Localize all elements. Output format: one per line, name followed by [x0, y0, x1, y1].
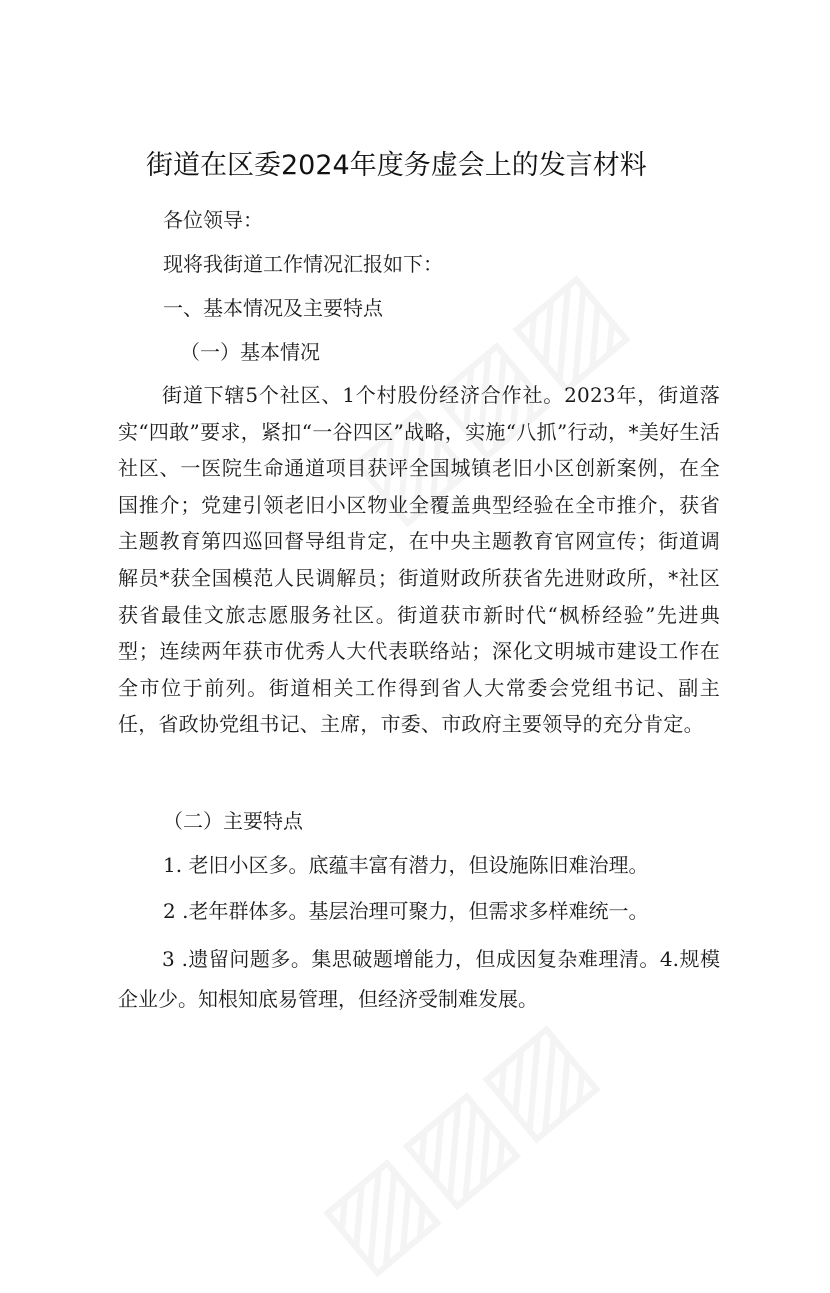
document-title: 街道在区委2024年度务虚会上的发言材料	[146, 150, 647, 181]
intro-paragraph: 现将我街道工作情况汇报如下：	[163, 252, 443, 276]
subsection-heading: （二）主要特点	[163, 809, 303, 833]
subsection-body: 街道下辖5个社区、1个村股份经济合作社。2023年，街道落实“四敢”要求，紧扣“一谷四区”战略，实施“八抓”行动，*美好生活社区、一医院生命通道项目获评全国城镇老旧小区创新案例，在全国推介；党建引领老旧小区物业全覆盖典型经验在全市推介，获省主题教育第四巡回督导组肯定，在中央主题教育官网宣传；街道调解员*获全国模范人民调解员；街道财政所获省先进财政所，*社区获省最佳文旅志愿服务社区。街道获市新时代“枫桥经验”先进典型；连续两年获市优秀人大代表联络站；深化文明城市建设工作在全市位于前列。街道相关工作得到省人大常委会党组书记、副主任，省政协党组书记、主席，市委、市政府主要领导的充分肯定。	[118, 383, 720, 737]
watermark	[295, 995, 616, 1293]
feature-item: 2 .老年群体多。基层治理可聚力，但需求多样难统一。	[163, 899, 649, 923]
feature-item: 3 .遗留问题多。集思破题增能力，但成因复杂难理清。4.规模企业少。知根知底易管理，但经济受制难发展。	[118, 947, 720, 1011]
subsection-heading: （一）基本情况	[180, 340, 320, 364]
feature-item: 1. 老旧小区多。底蕴丰富有潜力，但设施陈旧难治理。	[163, 853, 649, 877]
section-heading: 一、基本情况及主要特点	[163, 296, 383, 320]
salutation: 各位领导：	[163, 208, 263, 232]
